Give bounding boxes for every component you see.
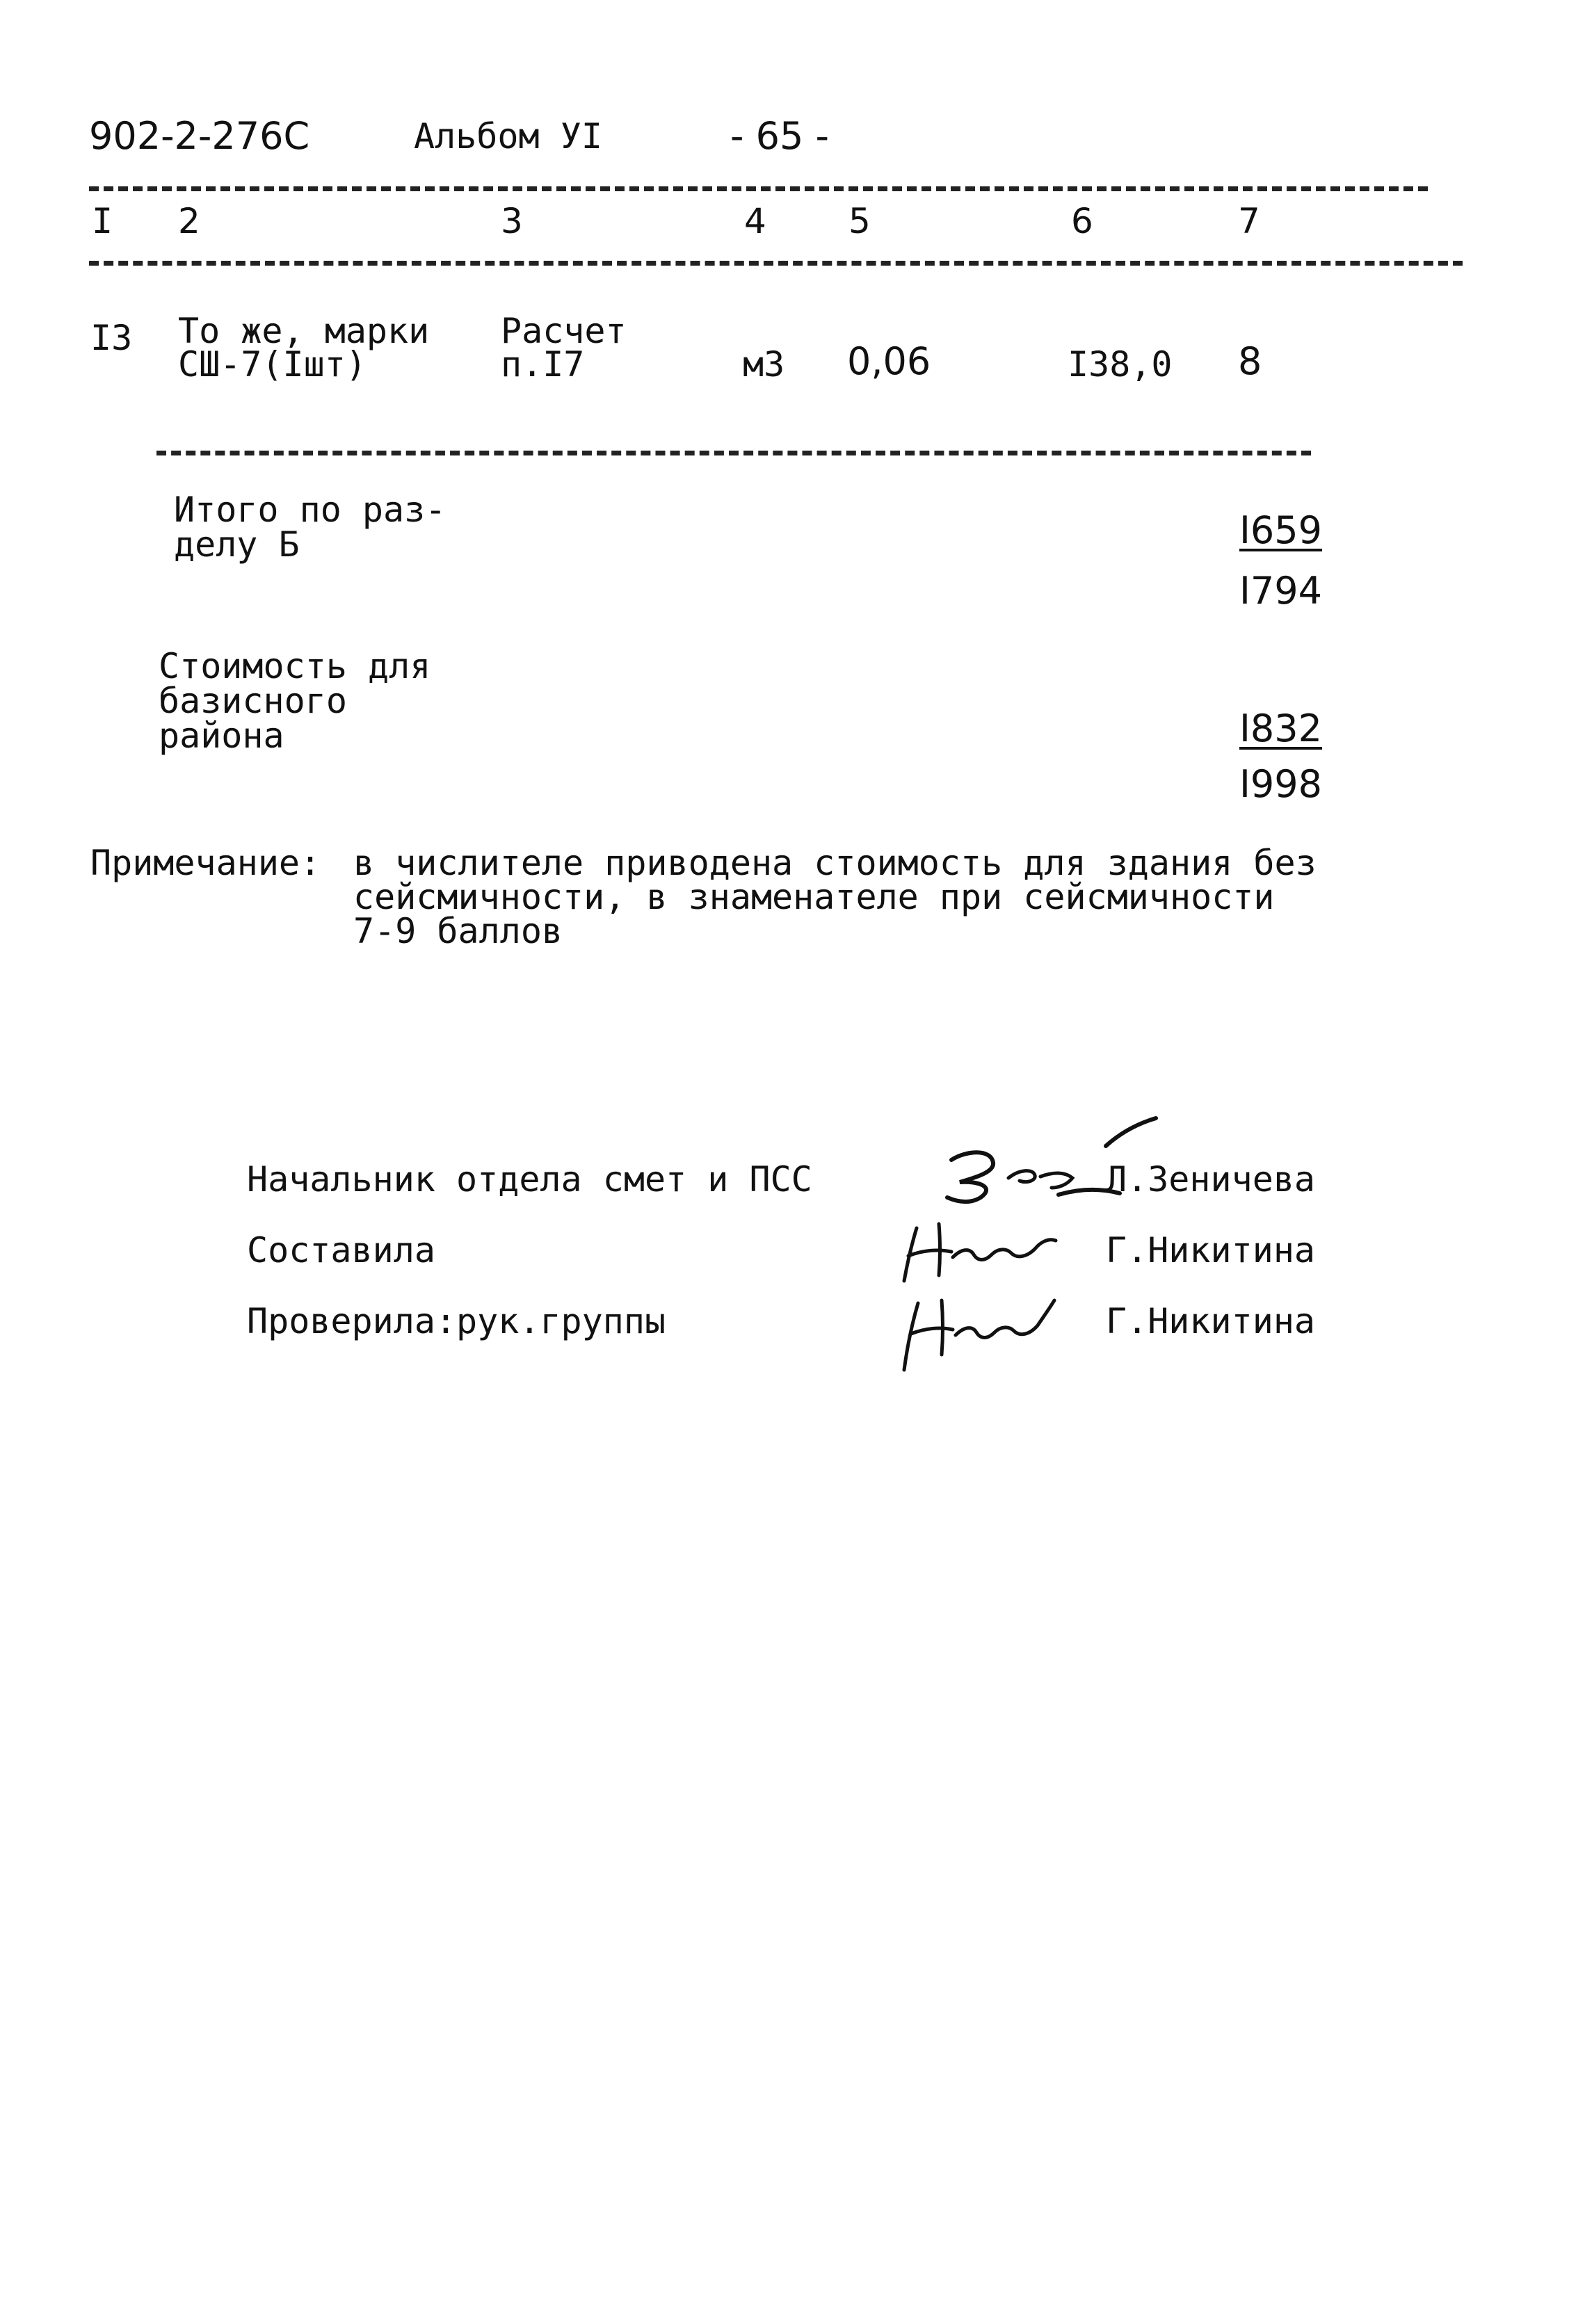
signature-name-checked: Г.Никитина (1106, 1301, 1316, 1341)
row-basis-line2: п.I7 (501, 344, 585, 385)
col-3: 3 (501, 201, 523, 241)
note-label: Примечание: (90, 843, 321, 883)
divider-section (156, 451, 1311, 455)
col-7: 7 (1238, 201, 1260, 241)
row-total: 8 (1238, 339, 1262, 383)
total-label-line1: Итого по раз- (174, 490, 446, 530)
note-line2: сейсмичности, в знаменателе при сейсмичности (353, 877, 1275, 917)
row-number: I3 (90, 318, 133, 358)
signature-role-checked: Проверила:рук.группы (247, 1301, 666, 1341)
divider-header (89, 261, 1463, 266)
base-cost-label-line3: района (159, 716, 284, 756)
signature-role-head: Начальник отдела смет и ПСС (247, 1159, 812, 1200)
row-price: I38,0 (1068, 344, 1173, 385)
col-6: 6 (1071, 201, 1093, 241)
base-cost-label-line2: базисного (159, 681, 347, 721)
base-cost-value-denominator: I998 (1239, 762, 1322, 806)
total-label-line2: делу Б (174, 524, 300, 565)
signature-role-compiled: Составила (247, 1230, 435, 1270)
row-basis-line1: Расчет (501, 311, 627, 351)
row-name-line1: То же, марки (178, 311, 430, 351)
handwritten-signature-head (897, 1106, 1161, 1210)
row-name-line2: СШ-7(Iшт) (178, 344, 367, 385)
signature-name-compiled: Г.Никитина (1106, 1230, 1316, 1270)
page-number: - 65 - (730, 114, 830, 158)
row-unit: м3 (743, 344, 785, 385)
row-qty: 0,06 (847, 339, 931, 383)
col-1: I (92, 201, 113, 241)
col-2: 2 (178, 201, 200, 241)
doc-code: 902-2-276С (89, 114, 310, 158)
base-cost-label-line1: Стоимость для (159, 646, 431, 686)
total-value-denominator: I794 (1239, 569, 1322, 613)
base-cost-value-numerator: I832 (1239, 707, 1322, 750)
total-value-numerator: I659 (1239, 508, 1322, 552)
col-4: 4 (744, 201, 766, 241)
signature-name-head: Л.Зеничева (1106, 1159, 1316, 1200)
note-line3: 7-9 баллов (353, 911, 563, 951)
divider-top (89, 186, 1428, 191)
col-5: 5 (848, 201, 871, 241)
note-line1: в числителе приводена стоимость для здания без (353, 843, 1317, 883)
album-label: Альбом УI (414, 116, 602, 156)
handwritten-signature-checked (883, 1273, 1064, 1377)
